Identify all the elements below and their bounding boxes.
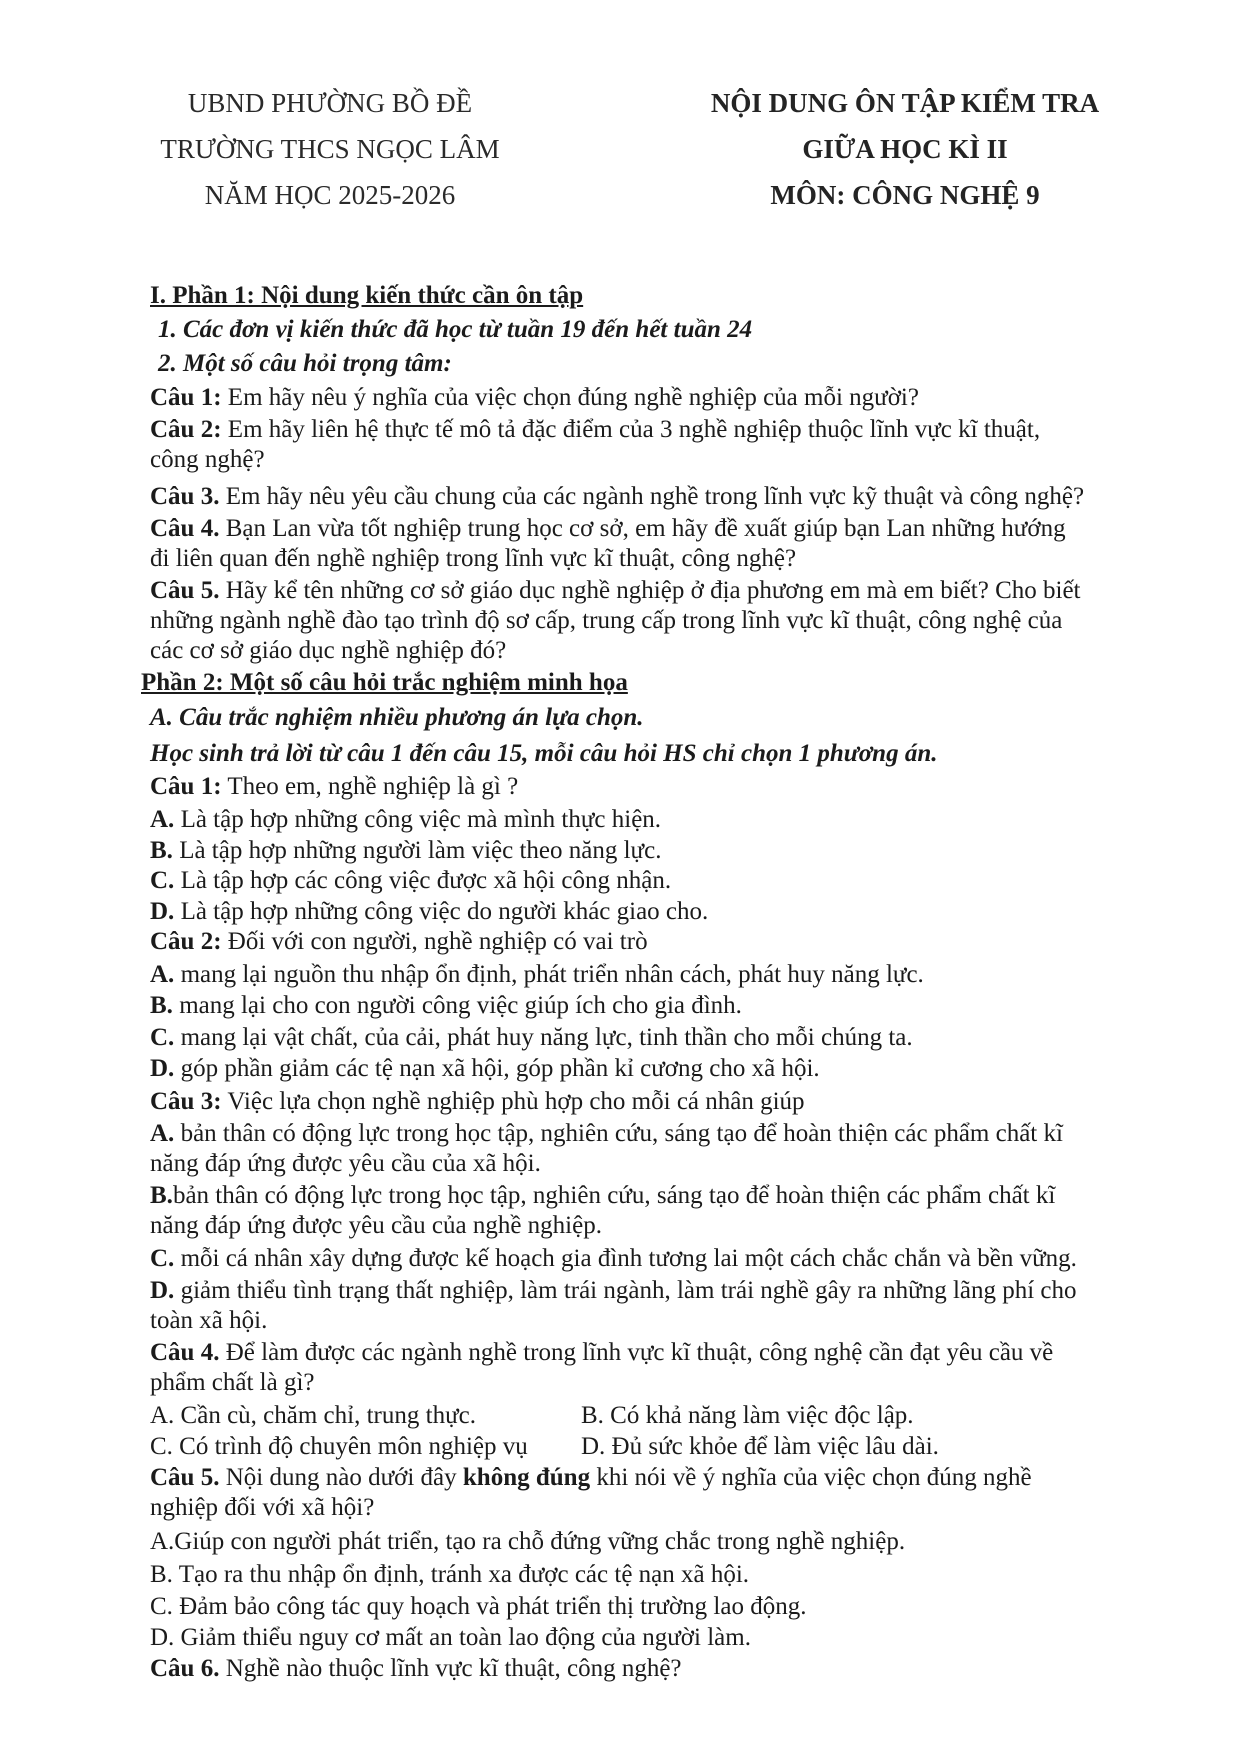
document-title: NỘI DUNG ÔN TẬP KIỂM TRA: [710, 88, 1100, 118]
document-term: GIỮA HỌC KÌ II: [802, 134, 1008, 164]
q2-option-a: A. mang lại nguồn thu nhập ổn định, phát triển nhân cách, phát huy năng lực.: [150, 961, 924, 988]
part1-item2: 2. Một số câu hỏi trọng tâm:: [158, 350, 452, 377]
essay-question-2: Câu 2: Em hãy liên hệ thực tế mô tả đặc điểm của 3 nghề nghiệp thuộc lĩnh vực kĩ thuật,: [150, 416, 1041, 443]
mcq-question-1: Câu 1: Theo em, nghề nghiệp là gì ?: [150, 773, 519, 800]
q5-option-c: C. Đảm bảo công tác quy hoạch và phát triển thị trường lao động.: [150, 1593, 807, 1620]
essay-question-5-cont2: các cơ sở giáo dục nghề nghiệp đó?: [150, 637, 507, 664]
part1-title: I. Phần 1: Nội dung kiến thức cần ôn tập: [150, 282, 584, 309]
essay-question-4: Câu 4. Bạn Lan vừa tốt nghiệp trung học cơ sở, em hãy đề xuất giúp bạn Lan những hướng: [150, 515, 1066, 542]
q2-option-d: D. góp phần giảm các tệ nạn xã hội, góp phần kỉ cương cho xã hội.: [150, 1055, 820, 1082]
q4-option-b: B. Có khả năng làm việc độc lập.: [581, 1402, 914, 1429]
q3-option-b-cont: năng đáp ứng được yêu cầu của nghề nghiệp.: [150, 1212, 602, 1239]
q1-option-c: C. Là tập hợp các công việc được xã hội công nhận.: [150, 867, 672, 894]
q1-option-d: D. Là tập hợp những công việc do người khác giao cho.: [150, 898, 709, 925]
q1-option-b: B. Là tập hợp những người làm việc theo năng lực.: [150, 837, 662, 864]
q2-option-c: C. mang lại vật chất, của cải, phát huy năng lực, tinh thần cho mỗi chúng ta.: [150, 1024, 913, 1051]
essay-question-5: Câu 5. Hãy kể tên những cơ sở giáo dục nghề nghiệp ở địa phương em mà em biết? Cho biết: [150, 577, 1081, 604]
mcq-question-6: Câu 6. Nghề nào thuộc lĩnh vực kĩ thuật, công nghệ?: [150, 1655, 682, 1682]
school-header: [130, 80, 530, 218]
mcq-question-4-cont: phẩm chất là gì?: [150, 1369, 315, 1396]
part1-item1: 1. Các đơn vị kiến thức đã học từ tuần 19 đến hết tuần 24: [158, 316, 753, 343]
mcq-question-4: Câu 4. Để làm được các ngành nghề trong lĩnh vực kĩ thuật, công nghệ cần đạt yêu cầu về: [150, 1339, 1054, 1366]
essay-question-4-cont: đi liên quan đến nghề nghiệp trong lĩnh vực kĩ thuật, công nghệ?: [150, 545, 797, 572]
mcq-question-5-cont: nghiệp đối với xã hội?: [150, 1494, 375, 1521]
q3-option-a-cont: năng đáp ứng được yêu cầu của xã hội.: [150, 1150, 541, 1177]
section-a-title: A. Câu trắc nghiệm nhiều phương án lựa chọn.: [150, 704, 644, 731]
q5-option-b: B. Tạo ra thu nhập ổn định, tránh xa được các tệ nạn xã hội.: [150, 1561, 750, 1588]
essay-question-5-cont: những ngành nghề đào tạo trình độ sơ cấp, trung cấp trong lĩnh vực kĩ thuật, công nghệ của: [150, 607, 1063, 634]
q4-option-a: A. Cần cù, chăm chỉ, trung thực.: [150, 1402, 476, 1429]
q3-option-c: C. mỗi cá nhân xây dựng được kế hoạch gia đình tương lai một cách chắc chắn và bền vững.: [150, 1245, 1077, 1272]
q3-option-a: A. bản thân có động lực trong học tập, nghiên cứu, sáng tạo để hoàn thiện các phẩm chất kĩ: [150, 1120, 1063, 1147]
q4-option-c: C. Có trình độ chuyên môn nghiệp vụ: [150, 1433, 528, 1460]
mcq-question-5: Câu 5. Nội dung nào dưới đây không đúng khi nói về ý nghĩa của việc chọn đúng nghề: [150, 1464, 1032, 1491]
q3-option-d-cont: toàn xã hội.: [150, 1307, 268, 1334]
q3-option-b: B.bản thân có động lực trong học tập, nghiên cứu, sáng tạo để hoàn thiện các phẩm chất kĩ: [150, 1182, 1056, 1209]
q4-option-d: D. Đủ sức khỏe để làm việc lâu dài.: [581, 1433, 939, 1460]
q5-option-a: A.Giúp con người phát triển, tạo ra chỗ đứng vững chắc trong nghề nghiệp.: [150, 1528, 906, 1555]
q2-option-b: B. mang lại cho con người công việc giúp ích cho gia đình.: [150, 992, 742, 1019]
mcq-question-3: Câu 3: Việc lựa chọn nghề nghiệp phù hợp cho mỗi cá nhân giúp: [150, 1088, 805, 1115]
q3-option-d: D. giảm thiểu tình trạng thất nghiệp, làm trái ngành, làm trái nghề gây ra những lãng phí cho: [150, 1277, 1077, 1304]
q5-option-d: D. Giảm thiểu nguy cơ mất an toàn lao động của người làm.: [150, 1624, 751, 1651]
essay-question-3: Câu 3. Em hãy nêu yêu cầu chung của các ngành nghề trong lĩnh vực kỹ thuật và công nghệ?: [150, 483, 1085, 510]
document-title-block: [670, 80, 1140, 218]
school-year: NĂM HỌC 2025-2026: [204, 180, 456, 210]
essay-question-2-cont: công nghệ?: [150, 446, 265, 473]
essay-question-1: Câu 1: Em hãy nêu ý nghĩa của việc chọn đúng nghề nghiệp của mỗi người?: [150, 384, 919, 411]
q1-option-a: A. Là tập hợp những công việc mà mình thực hiện.: [150, 806, 662, 833]
part2-title: Phần 2: Một số câu hỏi trắc nghiệm minh họa: [141, 669, 628, 696]
school-name: TRƯỜNG THCS NGỌC LÂM: [160, 134, 500, 164]
ward-name: UBND PHƯỜNG BỒ ĐỀ: [187, 88, 473, 118]
document-subject: MÔN: CÔNG NGHỆ 9: [770, 180, 1040, 210]
mcq-question-2: Câu 2: Đối với con người, nghề nghiệp có vai trò: [150, 928, 648, 955]
section-a-instruction: Học sinh trả lời từ câu 1 đến câu 15, mỗi câu hỏi HS chỉ chọn 1 phương án.: [150, 740, 938, 767]
